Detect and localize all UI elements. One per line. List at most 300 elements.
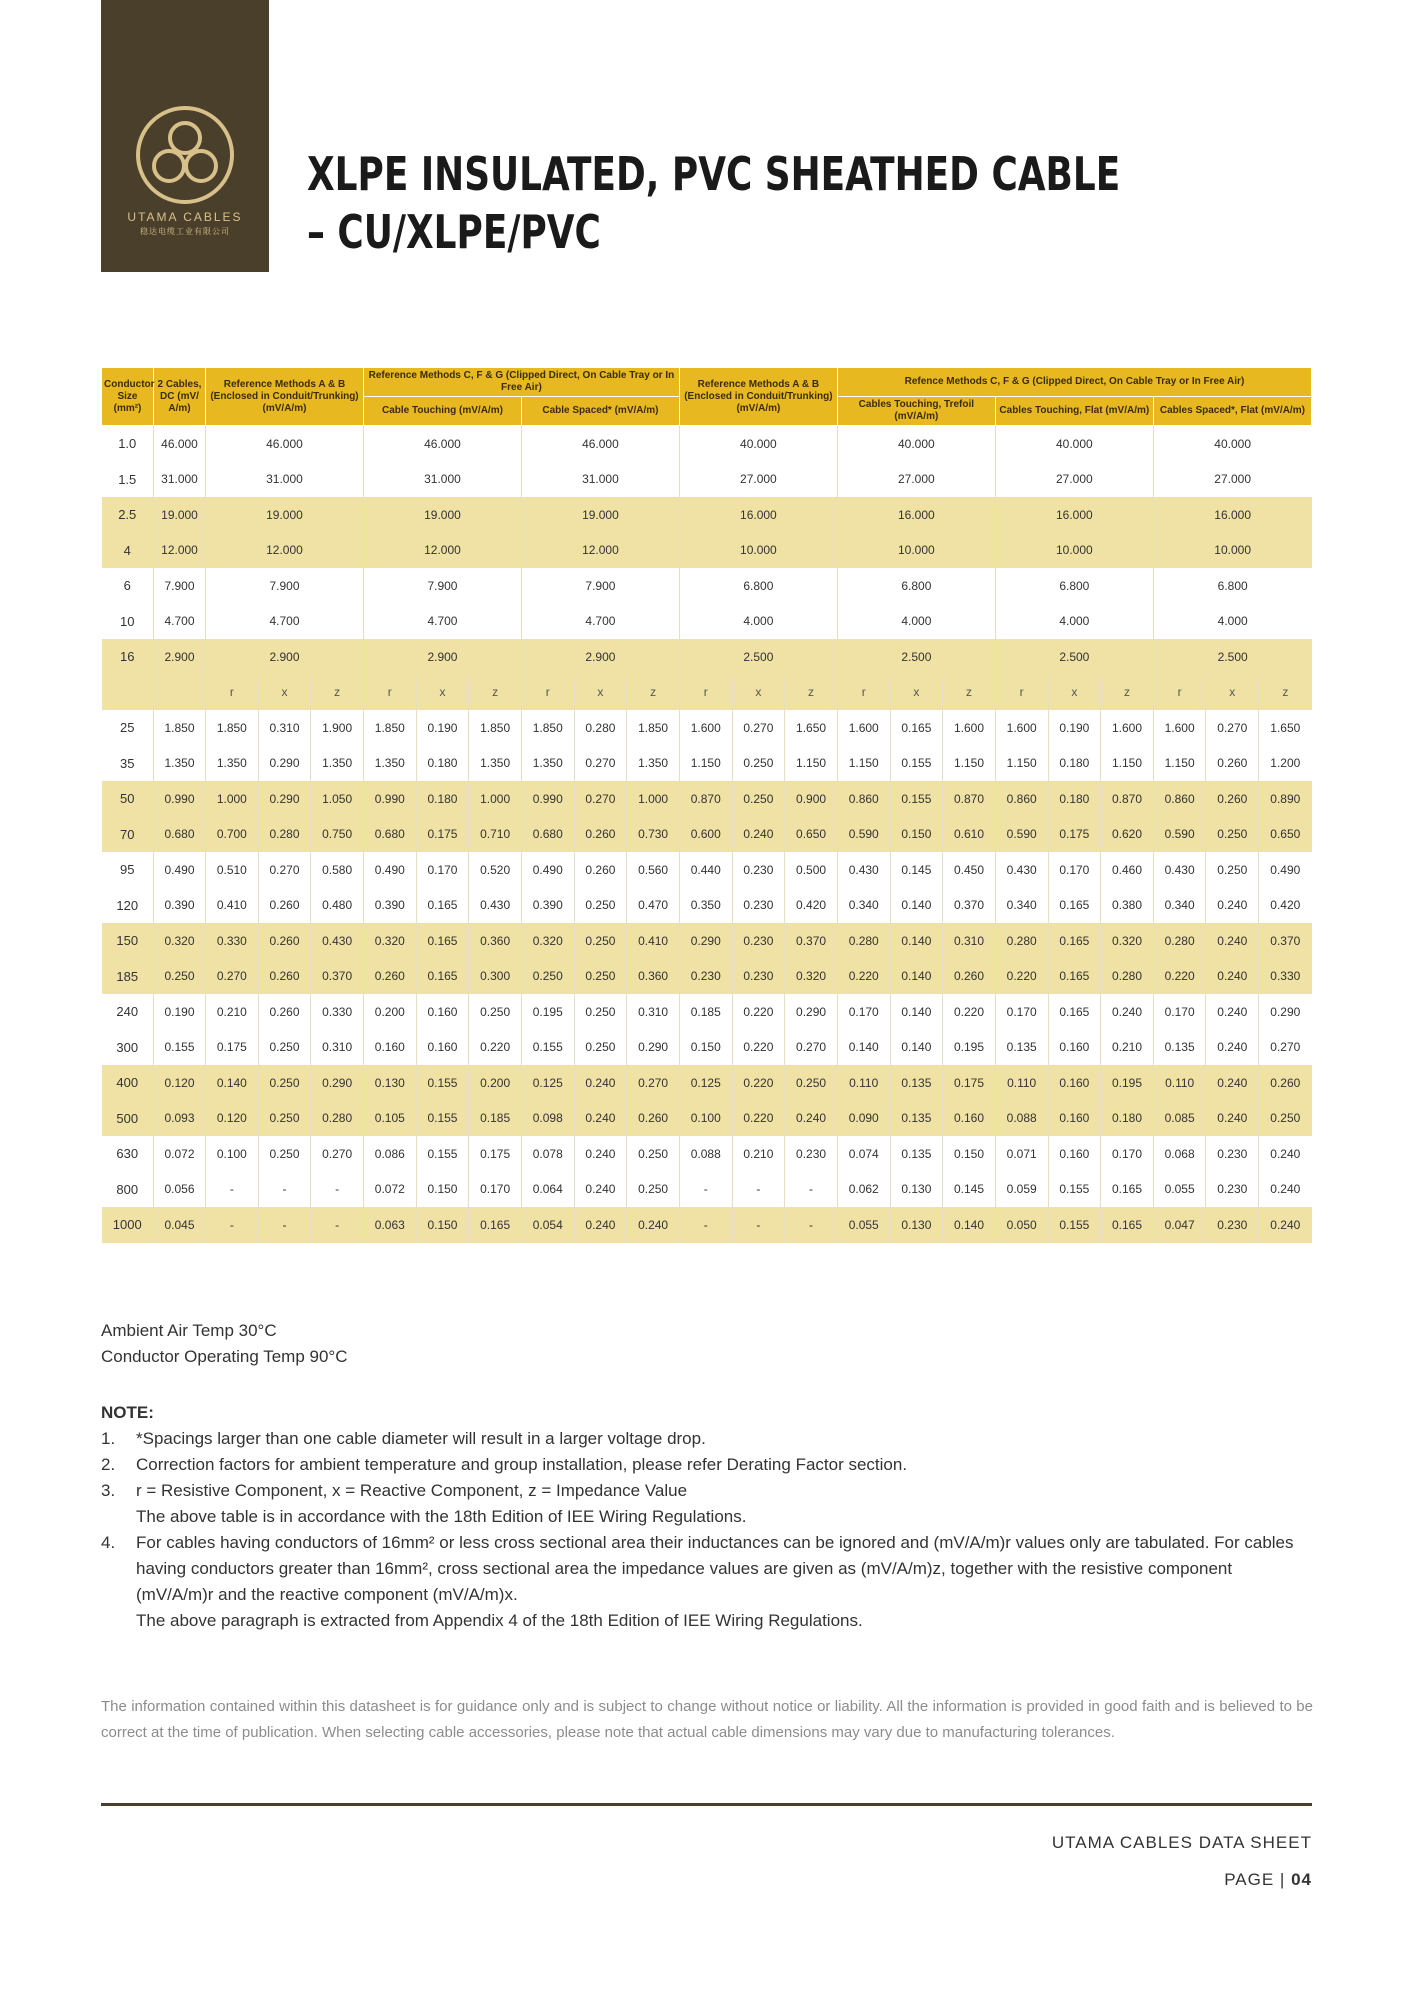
cell-value: 0.560 (627, 852, 680, 888)
cell-value: 0.074 (837, 1136, 890, 1172)
operating-conditions (101, 1318, 348, 1370)
table-row (102, 1065, 1312, 1101)
cell-value: 1.350 (521, 746, 574, 782)
cell-value: 0.330 (311, 994, 364, 1030)
rxz-label: r (995, 675, 1048, 711)
cell-value: 46.000 (363, 426, 521, 462)
cell-value: 0.250 (258, 1030, 311, 1066)
cell-size: 300 (116, 1039, 139, 1055)
cell-value: 0.145 (890, 852, 943, 888)
cell-dc: 0.045 (154, 1207, 206, 1243)
rxz-label: x (890, 675, 943, 711)
cell-value: 0.220 (732, 994, 785, 1030)
cell-value: 1.650 (1259, 710, 1312, 746)
cell-value: 0.260 (1206, 781, 1259, 817)
cell-value: 0.430 (311, 923, 364, 959)
cell-size: 150 (102, 923, 154, 959)
cell-value: 0.135 (890, 1065, 943, 1101)
cell-value: 1.350 (363, 746, 416, 782)
cell-value: 0.680 (363, 817, 416, 853)
cell-value: 2.900 (154, 639, 206, 675)
cell-value: 0.140 (890, 1030, 943, 1066)
cell-value: 0.195 (943, 1030, 996, 1066)
cell-value: - (679, 1172, 732, 1208)
cell-dc: 0.320 (154, 923, 206, 959)
cell-value: 0.165 (416, 959, 469, 995)
cell-value: 0.500 (785, 852, 838, 888)
cell-value: 10.000 (837, 533, 995, 569)
note-text: *Spacings larger than one cable diameter will result in a larger voltage drop. (136, 1429, 706, 1448)
cell-value: 2.500 (679, 639, 837, 675)
cell-value: 0.250 (732, 746, 785, 782)
cell-value: 0.240 (1259, 1207, 1312, 1243)
header-touching-trefoil: Cables Touching, Trefoil (mV/A/m) (837, 397, 995, 426)
cell-value: 6.800 (1153, 568, 1311, 604)
cell-value: 0.680 (521, 817, 574, 853)
cell-size: 2.5 (102, 497, 154, 533)
cell-size: 1000 (102, 1207, 154, 1243)
cell-value: 0.260 (1259, 1065, 1312, 1101)
disclaimer: The information contained within this datasheet is for guidance only and is subject to change without notice or liability. All the information is provided in good faith and is believed to be correct at the time of publication. When selecting cable accessories, please note that actual cable dimensions may vary due to manufacturing tolerances. (101, 1698, 1313, 1741)
cell-value: 0.280 (258, 817, 311, 853)
cell-value: 0.290 (785, 994, 838, 1030)
cell-value: 0.730 (627, 817, 680, 853)
cell-value: 1.000 (206, 781, 259, 817)
cell-value: 1.900 (311, 710, 364, 746)
cell-value: 19.000 (363, 497, 521, 533)
cell-value: 0.430 (1153, 852, 1206, 888)
cell-value: 0.220 (732, 1030, 785, 1066)
cell-value: 0.510 (206, 852, 259, 888)
cell-value: 0.360 (627, 959, 680, 995)
cell-value: 0.150 (943, 1136, 996, 1172)
cell-value: 0.330 (206, 923, 259, 959)
cell-size (102, 675, 154, 711)
cell-value: 0.380 (1101, 888, 1154, 924)
cell-value: 0.260 (258, 959, 311, 995)
cell-value: 0.155 (416, 1065, 469, 1101)
cell-value: 0.160 (943, 1101, 996, 1137)
cell-value: 0.620 (1101, 817, 1154, 853)
cell-value: 27.000 (837, 462, 995, 498)
cell-value: 0.250 (258, 1065, 311, 1101)
cell-value: 0.710 (469, 817, 522, 853)
cell-value: 0.125 (679, 1065, 732, 1101)
cell-size: 35 (120, 755, 135, 771)
cell-value: 0.320 (521, 923, 574, 959)
rxz-label: r (679, 675, 732, 711)
cell-value: 0.870 (679, 781, 732, 817)
cell-value: 0.160 (416, 1030, 469, 1066)
cell-value: 1.000 (627, 781, 680, 817)
cell-value: 0.210 (732, 1136, 785, 1172)
cell-value: 0.310 (258, 710, 311, 746)
cell-value: 0.270 (311, 1136, 364, 1172)
cell-value: 0.047 (1153, 1207, 1206, 1243)
cell-value: 4.700 (206, 604, 364, 640)
cell-value: 4.000 (995, 604, 1153, 640)
header-methods-ab-three: Reference Methods A & B (Enclosed in Conduit/Trunking) (mV/A/m) (679, 368, 837, 426)
cell-value: 0.390 (363, 888, 416, 924)
cell-value: 2.500 (837, 639, 995, 675)
table-body (102, 426, 1312, 1243)
cell-value: 0.250 (574, 923, 627, 959)
cell-value: 0.160 (1048, 1030, 1101, 1066)
cell-value: 1.350 (469, 746, 522, 782)
cell-value: 0.250 (732, 781, 785, 817)
cell-value: 0.250 (574, 1030, 627, 1066)
cell-size: 70 (102, 817, 154, 853)
cell-value: 40.000 (679, 426, 837, 462)
cell-value: 0.240 (574, 1065, 627, 1101)
cell-value: 0.230 (732, 888, 785, 924)
cell-value: 0.220 (943, 994, 996, 1030)
cell-dc: 0.250 (154, 959, 206, 995)
rxz-label: z (627, 675, 680, 711)
cell-value: 0.520 (469, 852, 522, 888)
cell-value: 0.185 (679, 994, 732, 1030)
cell-value: 0.150 (679, 1030, 732, 1066)
cell-value: 0.165 (1048, 959, 1101, 995)
cell-dc (154, 675, 206, 711)
cell-dc: 0.490 (154, 852, 206, 888)
cell-value: 1.600 (1101, 710, 1154, 746)
cell-value: 0.100 (206, 1136, 259, 1172)
cell-dc: 0.072 (154, 1136, 206, 1172)
cell-value: 0.165 (1101, 1172, 1154, 1208)
cell-value: 0.175 (469, 1136, 522, 1172)
cell-value: 1.350 (311, 746, 364, 782)
cell-value: - (679, 1207, 732, 1243)
cell-value: 0.230 (732, 852, 785, 888)
cell-value: 0.230 (1206, 1136, 1259, 1172)
cell-value: 19.000 (154, 497, 206, 533)
cell-value: 1.150 (785, 746, 838, 782)
rxz-label: z (785, 675, 838, 711)
cell-value: 0.230 (1206, 1207, 1259, 1243)
cell-value: 0.420 (785, 888, 838, 924)
cell-value: 0.260 (574, 817, 627, 853)
rxz-label: r (363, 675, 416, 711)
table-row (102, 497, 1312, 533)
cell-value: 0.390 (521, 888, 574, 924)
cell-value: 0.140 (206, 1065, 259, 1101)
cell-value: 7.900 (206, 568, 364, 604)
cell-value: 0.240 (627, 1207, 680, 1243)
title-line-1: XLPE INSULATED, PVC SHEATHED CABLE (307, 147, 1121, 201)
cell-value: 0.430 (837, 852, 890, 888)
cell-value: 0.650 (785, 817, 838, 853)
table-row (102, 1030, 1312, 1066)
cell-value: 1.850 (627, 710, 680, 746)
cell-value: 0.240 (785, 1101, 838, 1137)
cell-value: 0.420 (1259, 888, 1312, 924)
cell-value: 0.165 (890, 710, 943, 746)
cell-value: 0.220 (1153, 959, 1206, 995)
cell-value: 0.460 (1101, 852, 1154, 888)
cell-value: 0.125 (521, 1065, 574, 1101)
cell-value: 0.250 (574, 888, 627, 924)
cell-value: 0.250 (1206, 817, 1259, 853)
cell-value: 0.230 (1206, 1172, 1259, 1208)
cell-value: 0.170 (1101, 1136, 1154, 1172)
page-label: PAGE | (1224, 1870, 1286, 1889)
cell-value: 0.155 (521, 1030, 574, 1066)
cell-value: 0.290 (258, 781, 311, 817)
operating-temp: Conductor Operating Temp 90°C (101, 1347, 348, 1366)
cell-value: 0.155 (1048, 1207, 1101, 1243)
cell-value: 0.270 (785, 1030, 838, 1066)
cell-value: 0.160 (1048, 1136, 1101, 1172)
cell-value: 0.055 (1153, 1172, 1206, 1208)
cell-value: 0.240 (1206, 1065, 1259, 1101)
cell-value: 0.240 (1101, 994, 1154, 1030)
cell-value: 0.370 (1259, 923, 1312, 959)
cell-value: 0.290 (311, 1065, 364, 1101)
cell-size: 240 (116, 1004, 139, 1020)
cell-value: 0.240 (574, 1101, 627, 1137)
cell-value: 0.280 (311, 1101, 364, 1137)
cell-value: 0.072 (363, 1172, 416, 1208)
cell-value: - (785, 1207, 838, 1243)
cell-value: 0.860 (995, 781, 1048, 817)
cell-value: 0.250 (521, 959, 574, 995)
header-methods-ab-single: Reference Methods A & B (Enclosed in Conduit/Trunking) (mV/A/m) (206, 368, 364, 426)
cell-value: 0.220 (837, 959, 890, 995)
cell-value: 0.490 (363, 852, 416, 888)
cell-value: 0.210 (206, 994, 259, 1030)
cell-value: 0.310 (943, 923, 996, 959)
rxz-label: z (469, 675, 522, 711)
cell-value: 0.155 (890, 781, 943, 817)
cell-value: 4.000 (679, 604, 837, 640)
cell-value: 0.140 (943, 1207, 996, 1243)
rxz-label: x (732, 675, 785, 711)
cell-value: 10.000 (995, 533, 1153, 569)
cell-value: 1.850 (206, 710, 259, 746)
cell-value: 0.430 (469, 888, 522, 924)
cell-value: 0.150 (416, 1207, 469, 1243)
cell-value: 0.290 (627, 1030, 680, 1066)
cell-value: 0.170 (1048, 852, 1101, 888)
cell-value: 0.370 (785, 923, 838, 959)
page-title (307, 145, 1120, 261)
cell-value: 0.490 (521, 852, 574, 888)
cell-value: 1.600 (995, 710, 1048, 746)
cell-value: 0.370 (943, 888, 996, 924)
cell-value: 19.000 (521, 497, 679, 533)
cell-value: 0.610 (943, 817, 996, 853)
cell-value: 27.000 (1153, 462, 1311, 498)
cell-value: 0.055 (837, 1207, 890, 1243)
rxz-label: r (1153, 675, 1206, 711)
cell-dc: 0.056 (154, 1172, 206, 1208)
cell-value: 0.280 (995, 923, 1048, 959)
cell-value: 2.900 (363, 639, 521, 675)
cell-value: 0.200 (469, 1065, 522, 1101)
cell-value: 12.000 (363, 533, 521, 569)
cell-value: 0.990 (521, 781, 574, 817)
cell-value: 0.860 (837, 781, 890, 817)
cell-value: 0.240 (1259, 1136, 1312, 1172)
cell-value: 0.700 (206, 817, 259, 853)
cell-value: 16.000 (837, 497, 995, 533)
cell-value: 0.240 (1206, 1030, 1259, 1066)
table-row (102, 1136, 1312, 1172)
cell-value: 0.240 (1206, 923, 1259, 959)
cell-value: 27.000 (995, 462, 1153, 498)
cell-value: 1.150 (995, 746, 1048, 782)
cell-value: 0.270 (732, 710, 785, 746)
cell-value: 6.800 (995, 568, 1153, 604)
cell-value: 0.175 (206, 1030, 259, 1066)
cell-value: 0.410 (206, 888, 259, 924)
cell-value: 0.240 (574, 1136, 627, 1172)
cell-value: 0.280 (1101, 959, 1154, 995)
cell-value: 0.300 (469, 959, 522, 995)
cell-value: 0.270 (1206, 710, 1259, 746)
cell-value: 0.340 (995, 888, 1048, 924)
cell-value: - (258, 1207, 311, 1243)
cell-value: 4.700 (154, 604, 206, 640)
cell-value: 1.850 (521, 710, 574, 746)
rxz-label: r (837, 675, 890, 711)
cell-value: 0.320 (785, 959, 838, 995)
ambient-temp: Ambient Air Temp 30°C (101, 1321, 277, 1340)
cell-dc: 0.990 (154, 781, 206, 817)
cell-value: 0.200 (363, 994, 416, 1030)
cell-value: 40.000 (1153, 426, 1311, 462)
cell-value: 0.310 (627, 994, 680, 1030)
cell-value: 0.410 (627, 923, 680, 959)
cell-value: 2.500 (1153, 639, 1311, 675)
cell-value: 0.110 (995, 1065, 1048, 1101)
cell-value: 0.170 (469, 1172, 522, 1208)
cell-value: 2.900 (206, 639, 364, 675)
cell-value: 0.230 (732, 923, 785, 959)
cell-size: 400 (102, 1065, 154, 1101)
note-body (136, 1478, 1313, 1530)
cell-size: 16 (102, 639, 154, 675)
cell-value: 0.165 (416, 888, 469, 924)
table-row (102, 710, 1312, 746)
cell-value: 0.290 (258, 746, 311, 782)
rxz-label-row (102, 675, 1312, 711)
table-row (102, 462, 1312, 498)
cell-value: 0.270 (258, 852, 311, 888)
cell-value: 0.240 (1206, 994, 1259, 1030)
cell-value: 0.260 (258, 994, 311, 1030)
header-dc: 2 Cables, DC (mV/ A/m) (154, 368, 206, 426)
cell-value: 0.260 (627, 1101, 680, 1137)
cell-value: 0.175 (416, 817, 469, 853)
cell-value: 0.135 (890, 1136, 943, 1172)
table-row (102, 817, 1312, 853)
cell-value: 0.490 (1259, 852, 1312, 888)
cell-value: 0.240 (574, 1172, 627, 1208)
cell-value: 0.240 (1206, 1101, 1259, 1137)
table-row (102, 746, 1312, 782)
cell-value: 0.220 (732, 1065, 785, 1101)
cell-value: 0.470 (627, 888, 680, 924)
note-extra: The above paragraph is extracted from Appendix 4 of the 18th Edition of IEE Wiring Regulations. (136, 1611, 863, 1630)
logo-subtitle: 稳达电缆工业有限公司 (140, 227, 230, 236)
cell-value: - (785, 1172, 838, 1208)
note-item (101, 1530, 1313, 1634)
rxz-label: z (1259, 675, 1312, 711)
cell-dc: 0.190 (154, 994, 206, 1030)
rxz-label: x (258, 675, 311, 711)
cell-dc: 0.680 (154, 817, 206, 853)
cell-value: 0.140 (890, 994, 943, 1030)
cell-value: 0.155 (890, 746, 943, 782)
cell-size: 4 (102, 533, 154, 569)
cell-value: 0.170 (995, 994, 1048, 1030)
note-item (101, 1452, 1313, 1478)
note-item (101, 1426, 1313, 1452)
cell-value: 0.260 (258, 888, 311, 924)
cell-value: - (311, 1207, 364, 1243)
cell-value: 0.600 (679, 817, 732, 853)
cell-value: 0.310 (311, 1030, 364, 1066)
cell-value: 0.350 (679, 888, 732, 924)
cell-size: 1.5 (118, 471, 137, 487)
cell-value: 46.000 (154, 426, 206, 462)
cell-value: 0.086 (363, 1136, 416, 1172)
cell-value: 0.140 (890, 923, 943, 959)
cell-value: 0.870 (1101, 781, 1154, 817)
cell-value: 0.064 (521, 1172, 574, 1208)
title-line-2: – CU/XLPE/PVC (307, 205, 601, 259)
cell-value: 0.130 (890, 1207, 943, 1243)
cell-value: 0.180 (416, 746, 469, 782)
cell-size: 25 (120, 720, 135, 736)
table-row (102, 1207, 1312, 1243)
cell-value: 1.150 (943, 746, 996, 782)
cell-value: 0.054 (521, 1207, 574, 1243)
cell-value: 0.250 (785, 1065, 838, 1101)
logo-name: UTAMA CABLES (127, 210, 243, 224)
cell-value: 0.190 (1048, 710, 1101, 746)
company-logo (101, 0, 269, 272)
cell-value: 0.098 (521, 1101, 574, 1137)
cell-value: 0.165 (416, 923, 469, 959)
rxz-label: z (943, 675, 996, 711)
cell-value: 0.320 (1101, 923, 1154, 959)
cell-value: 0.260 (258, 923, 311, 959)
cell-value: 0.160 (363, 1030, 416, 1066)
cell-value: 1.150 (1153, 746, 1206, 782)
cell-value: 0.440 (679, 852, 732, 888)
cell-value: 0.290 (1259, 994, 1312, 1030)
table-row (102, 1101, 1312, 1137)
note-extra: The above table is in accordance with the 18th Edition of IEE Wiring Regulations. (136, 1507, 747, 1526)
cell-value: 0.195 (521, 994, 574, 1030)
cell-value: 0.590 (995, 817, 1048, 853)
table-row (102, 639, 1312, 675)
cell-value: 0.590 (1153, 817, 1206, 853)
table-row (102, 888, 1312, 924)
cell-value: 1.150 (1101, 746, 1154, 782)
cell-value: 0.340 (837, 888, 890, 924)
note-number: 3. (101, 1481, 116, 1500)
cell-value: 12.000 (154, 533, 206, 569)
cell-value: 6.800 (837, 568, 995, 604)
cell-value: 0.270 (574, 746, 627, 782)
cell-value: 0.071 (995, 1136, 1048, 1172)
cell-value: 0.250 (574, 959, 627, 995)
cell-size: 120 (116, 897, 139, 913)
